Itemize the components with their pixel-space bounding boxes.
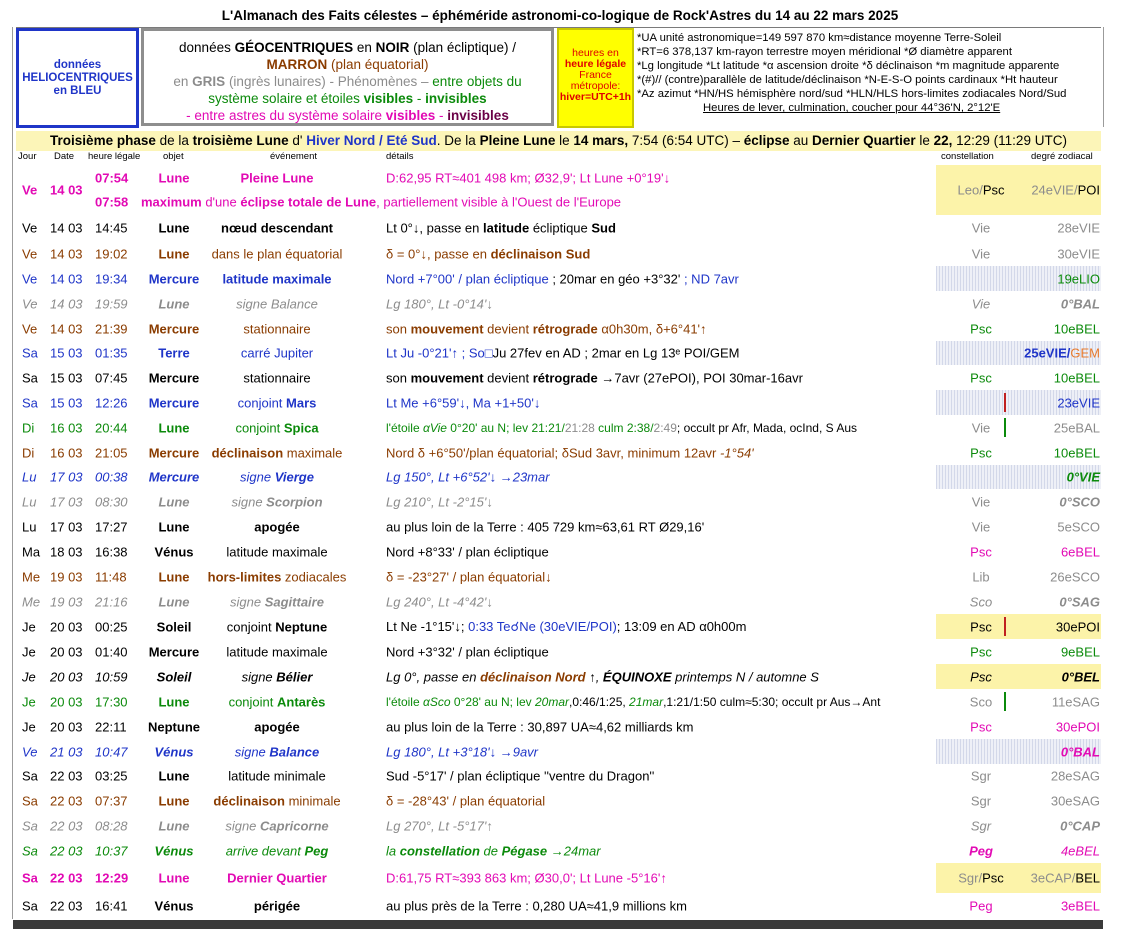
cell-const: Psc <box>970 544 992 559</box>
cell-date: 16 03 <box>50 420 83 435</box>
table-row <box>0 764 1126 788</box>
cell-event: signe Capricorne <box>225 818 329 833</box>
cell-event: conjoint Spica <box>235 420 319 435</box>
cell-time: 12:29 <box>95 870 129 886</box>
table-row <box>0 838 1126 863</box>
cell-day: Sa <box>22 870 38 886</box>
cell-time: 21:39 <box>95 321 128 336</box>
cell-obj: Lune <box>158 494 190 509</box>
cell-deg: 0°BAL <box>1060 744 1100 759</box>
cell-obj: Neptune <box>148 719 200 734</box>
col-details: détails <box>386 151 414 162</box>
column-header-row <box>0 151 1126 165</box>
cell-day: Je <box>22 669 36 684</box>
table-row <box>0 165 1126 215</box>
cell-deg: 10eBEL <box>1053 445 1100 460</box>
cell-obj: Lune <box>158 870 190 886</box>
cell-const: Psc <box>970 669 992 684</box>
cell-time: 17:30 <box>95 694 128 709</box>
cell-date: 14 03 <box>50 321 83 336</box>
cell-details: au plus près de la Terre : 0,280 UA≈41,9 millions km <box>386 898 687 913</box>
cell-date: 16 03 <box>50 445 83 460</box>
cell-obj: Mercure <box>148 321 200 336</box>
cell-event: déclinaison minimale <box>213 793 341 808</box>
cell-date: 14 03 <box>50 220 83 236</box>
cell-day: Ve <box>22 296 38 311</box>
cell-event: apogée <box>254 719 300 734</box>
cell-time: 00:38 <box>95 469 128 485</box>
cell-time: 17:27 <box>95 519 128 534</box>
cell-obj: Soleil <box>156 669 192 684</box>
cell-date: 20 03 <box>50 694 83 709</box>
col-object: objet <box>163 151 184 162</box>
cell-const: Peg <box>969 843 993 858</box>
cell-time: 10:47 <box>95 744 128 759</box>
cell-event: signe Balance <box>236 296 318 311</box>
col-time: heure légale <box>88 151 141 162</box>
cell-event: hors-limites zodiacales <box>207 569 347 584</box>
cell-const: Psc <box>970 321 992 336</box>
cell-details: au plus loin de la Terre : 405 729 km≈63,61 RT Ø29,16' <box>386 519 705 534</box>
table-row <box>0 341 1126 365</box>
cell-obj: Lune <box>158 594 190 609</box>
cell-day: Ma <box>22 544 41 559</box>
cell-deg: 10eBEL <box>1053 370 1100 385</box>
cell-event: stationnaire <box>243 321 311 336</box>
cell-deg: 30eVIE <box>1057 246 1100 261</box>
cell-obj: Lune <box>158 246 190 261</box>
cell-details: Sud -5°17' / plan écliptique ''ventre du Dragon'' <box>386 768 655 784</box>
cell-details: l'étoile αVie 0°20' au N; lev 21:21/21:28 culm 2:38/2:49; occult pr Afr, Mada, ocInd, S Aus <box>386 420 857 435</box>
cell-time: 10:37 <box>95 843 128 858</box>
cell-deg: 0°VIE <box>1066 469 1100 485</box>
cell-day: Di <box>22 420 35 435</box>
cell-date: 21 03 <box>50 744 83 759</box>
legend-legal-time: heures en heure légale France métropole: hiver=UTC+1h <box>557 28 634 128</box>
table-row <box>0 689 1126 714</box>
cell-obj: Lune <box>158 519 190 534</box>
cell-time: 08:28 <box>95 818 128 833</box>
cell-details: Lg 180°, Lt +3°18'↓ →9avr <box>386 744 539 759</box>
cell-time: 03:25 <box>95 768 128 784</box>
cell-date: 22 03 <box>50 870 83 886</box>
cell-deg: 11eSAG <box>1051 694 1100 709</box>
cell-event: déclinaison maximale <box>211 445 343 460</box>
cell-obj: Vénus <box>154 843 194 858</box>
cell-details: Lt Me +6°59'↓, Ma +1+50'↓ <box>386 395 541 410</box>
cell-deg: 25eVIE/GEM <box>1024 345 1100 361</box>
cell-time: 19:34 <box>95 271 128 286</box>
cell-event: nœud descendant <box>221 220 333 236</box>
cell-day: Lu <box>22 494 37 509</box>
table-row <box>0 664 1126 689</box>
col-day: Jour <box>18 151 37 162</box>
table-row <box>0 614 1126 639</box>
cell-details: Lt 0°↓, passe en latitude écliptique Sud <box>386 220 616 236</box>
cell-details: Nord δ +6°50'/plan équatorial; δSud 3avr, minimum 12avr -1°54' <box>386 445 754 460</box>
cell-time: 19:59 <box>95 296 128 311</box>
cell-deg: 23eVIE <box>1057 395 1100 410</box>
cell-day: Ve <box>22 220 38 236</box>
cell-time: 16:38 <box>95 544 128 559</box>
cell-date: 22 03 <box>50 768 83 784</box>
cell-const: Psc <box>970 445 992 460</box>
cell-deg: 0°SAG <box>1059 594 1100 609</box>
cell: 07:58 <box>95 194 129 210</box>
cell-details: δ = -23°27' / plan équatorial↓ <box>386 569 552 584</box>
cell-date: 20 03 <box>50 719 83 734</box>
cell-deg: 5eSCO <box>1057 519 1100 534</box>
cell-time: 20:44 <box>95 420 128 435</box>
cell-event: latitude maximale <box>222 271 332 286</box>
legend-heliocentric: données HELIOCENTRIQUES en BLEU <box>16 28 139 128</box>
cell-time: 07:45 <box>95 370 128 385</box>
cell-event: carré Jupiter <box>240 345 314 361</box>
cell-details: Lg 210°, Lt -2°15'↓ <box>386 494 493 509</box>
table-row <box>0 564 1126 589</box>
table-row <box>0 465 1126 489</box>
cell-deg: 9eBEL <box>1060 644 1100 659</box>
cell-obj: Lune <box>158 296 190 311</box>
cell-const: Sco <box>969 594 993 609</box>
cell-obj: Mercure <box>148 445 200 460</box>
cell-event: latitude maximale <box>226 644 328 659</box>
cell-deg: 0°BEL <box>1061 669 1100 684</box>
cell-deg: 0°CAP <box>1060 818 1100 833</box>
cell-const: Vie <box>971 246 991 261</box>
cell-details: Lg 150°, Lt +6°52'↓ →23mar <box>386 469 550 485</box>
cell-details: son mouvement devient rétrograde →7avr (27ePOI), POI 30mar-16avr <box>386 370 803 385</box>
cell-day: Sa <box>22 345 38 361</box>
cell-details: au plus loin de la Terre : 30,897 UA≈4,62 milliards km <box>386 719 694 734</box>
cell-date: 22 03 <box>50 793 83 808</box>
cell-date: 20 03 <box>50 619 83 634</box>
cell-deg: 25eBAL <box>1053 420 1100 435</box>
cell-details: Lg 240°, Lt -4°42'↓ <box>386 594 493 609</box>
col-date: Date <box>54 151 75 162</box>
cell: maximum d'une éclipse totale de Lune, partiellement visible à l'Ouest de l'Europe <box>141 194 622 210</box>
cell-obj: Vénus <box>154 544 194 559</box>
cell-deg: 4eBEL <box>1060 843 1100 858</box>
cell-details: l'étoile αSco 0°28' au N; lev 20mar,0:46/1:25, 21mar,1:21/1:50 culm≈5:30; occult pr Aus→Ant <box>386 694 881 709</box>
table-row <box>0 390 1126 415</box>
cell: 07:54 <box>95 170 129 186</box>
cell-obj: Lune <box>158 768 190 784</box>
cell-deg: 30eSAG <box>1050 793 1100 808</box>
cell-time: 01:35 <box>95 345 128 361</box>
table-row <box>0 539 1126 564</box>
cell-details: D:62,95 RT≈401 498 km; Ø32,9'; Lt Lune +0°19'↓ <box>386 170 671 186</box>
cell-const: Sgr <box>970 793 992 808</box>
cell-date: 22 03 <box>50 898 83 913</box>
cell-event: signe Bélier <box>241 669 313 684</box>
cell-deg: 10eBEL <box>1053 321 1100 336</box>
cell-day: Ve <box>22 321 38 336</box>
cell-time: 01:40 <box>95 644 128 659</box>
cell-time: 00:25 <box>95 619 128 634</box>
cell-date: 14 03 <box>50 271 83 286</box>
cell-date: 17 03 <box>50 519 83 534</box>
cell-details: Lt Ju -0°21'↑ ; So□Ju 27fev en AD ; 2mar en Lg 13ᵉ POI/GEM <box>386 345 740 361</box>
table-row <box>0 639 1126 664</box>
cell-date: 17 03 <box>50 494 83 509</box>
cell-deg: 30ePOI <box>1055 719 1100 734</box>
cell-date: 19 03 <box>50 569 83 584</box>
cell-obj: Vénus <box>154 744 194 759</box>
cell-day: Je <box>22 694 36 709</box>
cell-deg: 30ePOI <box>1055 619 1100 634</box>
events-table <box>0 165 1126 918</box>
cell-day: Ve <box>22 182 38 198</box>
cell-day: Sa <box>22 843 38 858</box>
table-row <box>0 266 1126 291</box>
cell-day: Sa <box>22 898 38 913</box>
table-row <box>0 893 1126 918</box>
cell-const: Vie <box>971 519 991 534</box>
cell-date: 22 03 <box>50 843 83 858</box>
cell-obj: Lune <box>158 694 190 709</box>
table-row <box>0 714 1126 739</box>
cell-const: Sgr <box>970 818 992 833</box>
cell-event: signe Scorpion <box>231 494 323 509</box>
cell-event: conjoint Mars <box>237 395 317 410</box>
cell-day: Sa <box>22 395 38 410</box>
legend-abbreviations: *UA unité astronomique=149 597 870 km≈distance moyenne Terre-Soleil *RT=6 378,137 km-rayon terrestre moyen méridional *Ø diamètre apparent *Lg longitude *Lt latitude *α ascension droite *δ déclinaison *m magnitude apparente *(#)// (contre)parallèle de latitude/déclinaison *N-E-S-O points cardinaux *Ht hauteur *Az azimut *HN/HS hémisphère nord/sud *HLN/HLS hors-limites zodiacales Nord/Sud Heures de lever, culmination, coucher pour 44°36'N, 2°12'E <box>637 32 1067 114</box>
cell-time: 21:05 <box>95 445 128 460</box>
cell-const: Vie <box>971 494 991 509</box>
cell-deg: 3eBEL <box>1060 898 1100 913</box>
table-row <box>0 863 1126 893</box>
cell-date: 15 03 <box>50 395 83 410</box>
cell-time: 14:45 <box>95 220 128 236</box>
cell-time: 22:11 <box>95 719 127 734</box>
cell-date: 20 03 <box>50 644 83 659</box>
table-row <box>0 241 1126 266</box>
cell-obj: Terre <box>158 345 190 361</box>
cell-time: 10:59 <box>95 669 128 684</box>
cell-event: apogée <box>254 519 300 534</box>
col-constellation: constellation <box>941 151 994 162</box>
cell-obj: Mercure <box>148 469 200 485</box>
cell-deg: 0°BAL <box>1060 296 1100 311</box>
cell-event: conjoint Neptune <box>226 619 328 634</box>
cell-const: Psc <box>970 644 992 659</box>
col-event: événement <box>270 151 318 162</box>
table-row <box>0 365 1126 390</box>
cell-time: 07:37 <box>95 793 128 808</box>
bottom-bar <box>13 920 1103 929</box>
cell-date: 22 03 <box>50 818 83 833</box>
table-row <box>0 291 1126 316</box>
cell-time: 21:16 <box>95 594 128 609</box>
cell-event: latitude maximale <box>226 544 328 559</box>
cell-day: Ve <box>22 246 38 261</box>
cell-event: arrive devant Peg <box>225 843 329 858</box>
cell-date: 19 03 <box>50 594 83 609</box>
cell-day: Je <box>22 619 36 634</box>
cell-date: 20 03 <box>50 669 83 684</box>
cell-details: Lg 180°, Lt -0°14'↓ <box>386 296 493 311</box>
cell-date: 14 03 <box>50 182 83 198</box>
table-row <box>0 514 1126 539</box>
cell-obj: Lune <box>158 420 190 435</box>
cell-const: Sco <box>969 694 993 709</box>
cell-details: Lg 0°, passe en déclinaison Nord ↑, ÉQUINOXE printemps N / automne S <box>386 669 819 684</box>
cell-date: 15 03 <box>50 345 83 361</box>
cell-const: Sgr/Psc <box>958 870 1004 886</box>
cell-event: signe Vierge <box>240 469 314 485</box>
cell-obj: Vénus <box>154 898 194 913</box>
cell-obj: Soleil <box>156 619 192 634</box>
table-row <box>0 813 1126 838</box>
cell-const: Lib <box>972 569 990 584</box>
cell-event: dans le plan équatorial <box>211 246 343 261</box>
table-row <box>0 316 1126 341</box>
cell-event: latitude minimale <box>228 768 326 784</box>
cell-time: 12:26 <box>95 395 128 410</box>
cell-details: D:61,75 RT≈393 863 km; Ø30,0'; Lt Lune -5°16'↑ <box>386 870 667 886</box>
cell-day: Sa <box>22 370 38 385</box>
cell-date: 15 03 <box>50 370 83 385</box>
cell-const: Psc <box>970 619 992 634</box>
cell-day: Sa <box>22 818 38 833</box>
cell-details: Lt Ne -1°15'↓; 0:33 Te☌Ne (30eVIE/POI); 13:09 en AD α0h00m <box>386 618 747 634</box>
cell-obj: Lune <box>158 793 190 808</box>
cell-day: Lu <box>22 519 37 534</box>
cell-event: conjoint Antarès <box>228 694 326 709</box>
cell-day: Me <box>22 594 41 609</box>
cell-obj: Lune <box>158 170 190 186</box>
cell-deg: 28eSAG <box>1050 768 1100 784</box>
cell-const: Vie <box>971 296 991 311</box>
table-row <box>0 415 1126 440</box>
cell-day: Sa <box>22 768 38 784</box>
cell-obj: Mercure <box>148 271 200 286</box>
cell-event: Pleine Lune <box>240 170 314 186</box>
cell-obj: Lune <box>158 569 190 584</box>
table-row <box>0 440 1126 465</box>
cell-date: 18 03 <box>50 544 83 559</box>
legend-geocentric: données GÉOCENTRIQUES en NOIR (plan écliptique) / MARRON (plan équatorial) en GRIS (ingrès lunaires) - Phénomènes – entre objets du système solaire et étoiles visibles - invisibles - entre astres du système solaire visibles - invisibles <box>141 28 554 126</box>
cell-day: Je <box>22 644 36 659</box>
cell-const: Peg <box>969 898 993 913</box>
cell-const: Psc <box>970 719 992 734</box>
cell-deg: 6eBEL <box>1060 544 1100 559</box>
cell-event: périgée <box>253 898 301 913</box>
cell-deg: 28eVIE <box>1057 220 1100 236</box>
cell-date: 14 03 <box>50 246 83 261</box>
cell-obj: Lune <box>158 818 190 833</box>
cell-time: 16:41 <box>95 898 128 913</box>
cell-date: 14 03 <box>50 296 83 311</box>
moon-phase-banner: Troisième phase de la troisième Lune d' Hiver Nord / Eté Sud. De la Pleine Lune le 14 mars, 7:54 (6:54 UTC) – éclipse au Dernier Quartier le 22, 12:29 (11:29 UTC) <box>16 131 1101 151</box>
cell-time: 11:48 <box>95 569 127 584</box>
table-row <box>0 739 1126 764</box>
table-row <box>0 489 1126 514</box>
cell-const: Leo/Psc <box>957 182 1005 198</box>
cell-time: 08:30 <box>95 494 128 509</box>
cell-event: Dernier Quartier <box>227 870 327 886</box>
cell-event: signe Balance <box>234 744 320 759</box>
cell-const: Psc <box>970 370 992 385</box>
cell-time: 19:02 <box>95 246 128 261</box>
cell-date: 17 03 <box>50 469 83 485</box>
cell-deg: 3eCAP/BEL <box>1030 870 1100 886</box>
cell-obj: Mercure <box>148 395 200 410</box>
cell-deg: 26eSCO <box>1050 569 1100 584</box>
cell-day: Sa <box>22 793 38 808</box>
cell-obj: Mercure <box>148 370 200 385</box>
cell-details: δ = -28°43' / plan équatorial <box>386 793 546 808</box>
cell-deg: 0°SCO <box>1059 494 1100 509</box>
cell-const: Sgr <box>970 768 992 784</box>
page-title: L'Almanach des Faits célestes – éphéméride astronomi-co-logique de Rock'Astres du 14 au 22 mars 2025 <box>221 8 899 23</box>
cell-details: Lg 270°, Lt -5°17'↑ <box>386 818 493 833</box>
table-row <box>0 215 1126 241</box>
cell-const: Vie <box>971 420 991 435</box>
cell-obj: Mercure <box>148 644 200 659</box>
col-degree: degré zodiacal <box>1031 151 1093 162</box>
cell-day: Je <box>22 719 36 734</box>
cell-day: Ve <box>22 744 38 759</box>
cell-details: Nord +3°32' / plan écliptique <box>386 644 549 659</box>
cell-day: Ve <box>22 271 38 286</box>
cell-details: Nord +8°33' / plan écliptique <box>386 544 549 559</box>
cell-day: Di <box>22 445 35 460</box>
cell-day: Lu <box>22 469 37 485</box>
cell-details: son mouvement devient rétrograde α0h30m, δ+6°41'↑ <box>386 321 707 336</box>
cell-day: Me <box>22 569 41 584</box>
cell-details: la constellation de Pégase →24mar <box>386 843 601 858</box>
cell-const: Vie <box>971 220 991 236</box>
cell-deg: 24eVIE/POI <box>1031 182 1100 198</box>
cell-deg: 19eLIO <box>1057 271 1100 286</box>
table-row <box>0 589 1126 614</box>
table-row <box>0 788 1126 813</box>
cell-details: δ = 0°↓, passe en déclinaison Sud <box>386 246 591 261</box>
cell-obj: Lune <box>158 220 190 236</box>
cell-details: Nord +7°00' / plan écliptique ; 20mar en géo +3°32' ; ND 7avr <box>386 271 739 286</box>
cell-event: stationnaire <box>243 370 311 385</box>
cell-event: signe Sagittaire <box>230 594 324 609</box>
